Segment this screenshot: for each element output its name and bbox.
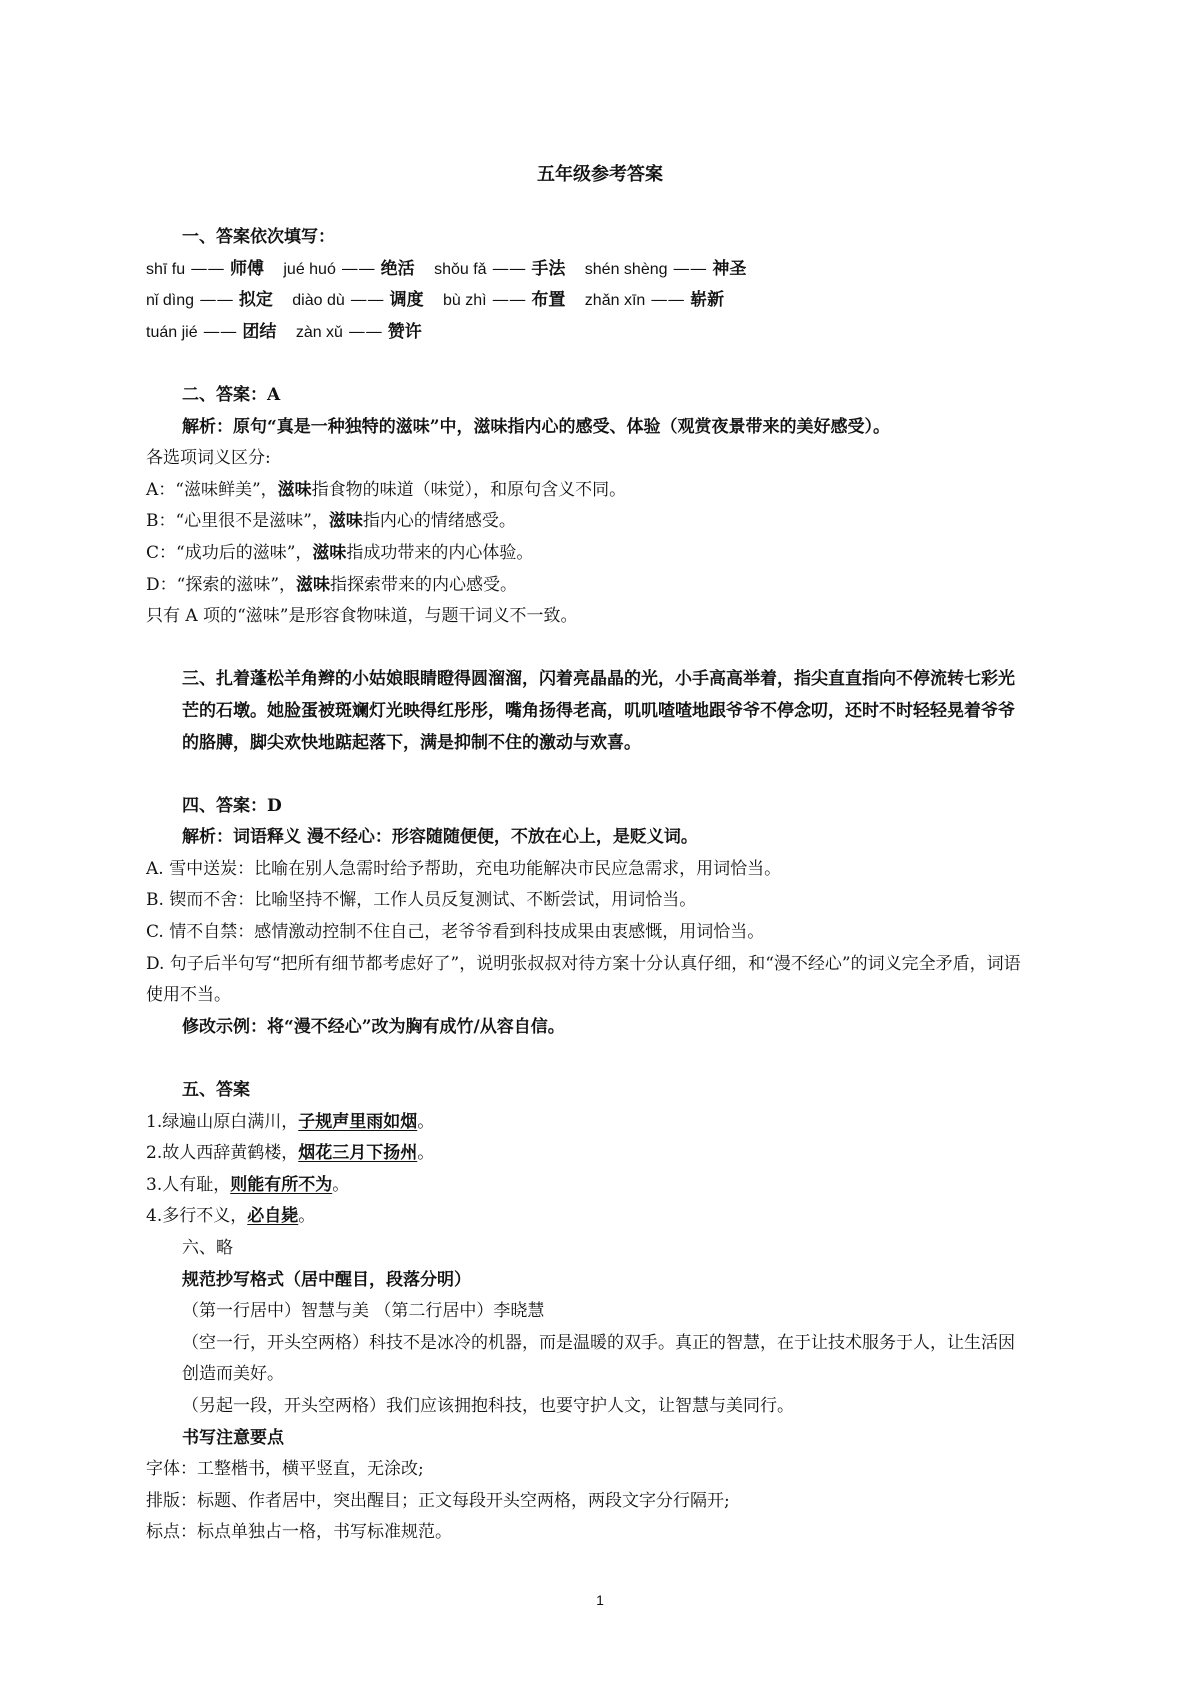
format-line-2: （空一行，开头空两格）科技不是冰冷的机器，而是温暖的双手。真正的智慧，在于让技术服务于人，让生活因创造而美好。 bbox=[182, 1332, 1015, 1385]
spacer bbox=[146, 348, 1026, 380]
section-4-item: B. 锲而不舍：比喻坚持不懈，工作人员反复测试、不断尝试，用词恰当。 bbox=[146, 890, 697, 911]
poem-line: 3.人有耻，则能有所不为。 bbox=[146, 1174, 350, 1195]
poem-line: 2.故人西辞黄鹤楼，烟花三月下扬州。 bbox=[146, 1143, 435, 1164]
option-line: A：“滋味鲜美”，滋味指食物的味道（味觉），和原句含义不同。 bbox=[146, 479, 627, 500]
document-title: 五年级参考答案 bbox=[537, 164, 663, 185]
document-body bbox=[146, 222, 1026, 1549]
section-6-heading: 六、略 bbox=[182, 1238, 233, 1258]
section-4-analysis: 解析：词语释义 漫不经心：形容随随便便，不放在心上，是贬义词。 bbox=[182, 827, 698, 848]
option-line: B：“心里很不是滋味”，滋味指内心的情绪感受。 bbox=[146, 511, 516, 532]
section-2-analysis: 解析：原句“真是一种独特的滋味”中，滋味指内心的感受、体验（观赏夜景带来的美好感受）。 bbox=[182, 416, 891, 437]
section-4-item: A. 雪中送炭：比喻在别人急需时给予帮助，充电功能解决市民应急需求，用词恰当。 bbox=[146, 858, 782, 879]
pinyin-item: bù zhì —— 布置 bbox=[442, 290, 566, 311]
pinyin-item: zàn xǔ —— 赞许 bbox=[295, 321, 422, 342]
format-title: 规范抄写格式（居中醒目，段落分明） bbox=[182, 1269, 471, 1290]
poem-line: 4.多行不义，必自毙。 bbox=[146, 1206, 316, 1227]
poem-line: 1.绿遍山原白满川，子规声里雨如烟。 bbox=[146, 1111, 435, 1132]
section-4-item: D. 句子后半句写“把所有细节都考虑好了”，说明张叔叔对待方案十分认真仔细，和“漫不经心”的词义完全矛盾，词语使用不当。 bbox=[146, 953, 1021, 1006]
note-line: 字体：工整楷书，横平竖直，无涂改; bbox=[146, 1459, 424, 1480]
option-line: D：“探索的滋味”，滋味指探索带来的内心感受。 bbox=[146, 574, 518, 595]
pinyin-item: shén shèng —— 神圣 bbox=[584, 258, 747, 279]
section-1-heading: 一、答案依次填写： bbox=[182, 227, 335, 247]
section-2-heading: 二、答案：A bbox=[182, 384, 281, 405]
pinyin-row-3 bbox=[146, 317, 1026, 349]
note-line: 排版：标题、作者居中，突出醒目；正文每段开头空两格，两段文字分行隔开; bbox=[146, 1490, 730, 1511]
format-line-1: （第一行居中）智慧与美 （第二行居中）李晓慧 bbox=[182, 1301, 545, 1322]
pinyin-item: shī fu —— 师傅 bbox=[146, 258, 264, 279]
pinyin-item: zhǎn xīn —— 崭新 bbox=[584, 290, 725, 311]
section-2-intro: 各选项词义区分: bbox=[146, 448, 271, 469]
pinyin-item: shǒu fǎ —— 手法 bbox=[434, 258, 566, 279]
pinyin-item: jué huó —— 绝活 bbox=[283, 258, 415, 279]
notes-title: 书写注意要点 bbox=[182, 1427, 284, 1448]
section-3-paragraph: 三、扎着蓬松羊角辫的小姑娘眼睛瞪得圆溜溜，闪着亮晶晶的光，小手高高举着，指尖直直指向不停流转七彩光芒的石墩。她脸蛋被斑斓灯光映得红彤彤，嘴角扬得老高，叽叽喳喳地跟爷爷不停念叨，还时不时轻轻晃着爷爷的胳膊，脚尖欢快地踮起落下，满是抑制不住的激动与欢喜。 bbox=[182, 669, 1015, 753]
spacer bbox=[146, 1043, 1026, 1075]
pinyin-item: diào dù —— 调度 bbox=[292, 290, 424, 311]
format-line-3: （另起一段，开头空两格）我们应该拥抱科技，也要守护人文，让智慧与美同行。 bbox=[182, 1395, 794, 1416]
option-line: C：“成功后的滋味”，滋味指成功带来的内心体验。 bbox=[146, 542, 534, 563]
spacer bbox=[146, 759, 1026, 791]
pinyin-row-1 bbox=[146, 254, 1026, 286]
pinyin-item: tuán jié —— 团结 bbox=[146, 321, 277, 342]
pinyin-row-2 bbox=[146, 285, 1026, 317]
section-2-conclusion: 只有 A 项的“滋味”是形容食物味道，与题干词义不一致。 bbox=[146, 606, 578, 627]
note-line: 标点：标点单独占一格，书写标准规范。 bbox=[146, 1522, 452, 1543]
pinyin-item: nǐ dìng —— 拟定 bbox=[146, 290, 273, 311]
page-number: 1 bbox=[596, 1592, 604, 1608]
section-4-item: C. 情不自禁：感情激动控制不住自己，老爷爷看到科技成果由衷感慨，用词恰当。 bbox=[146, 922, 765, 943]
section-4-fix: 修改示例：将“漫不经心”改为胸有成竹/从容自信。 bbox=[182, 1016, 565, 1037]
section-4-heading: 四、答案：D bbox=[182, 795, 282, 816]
spacer bbox=[146, 633, 1026, 665]
section-5-heading: 五、答案 bbox=[182, 1080, 250, 1101]
